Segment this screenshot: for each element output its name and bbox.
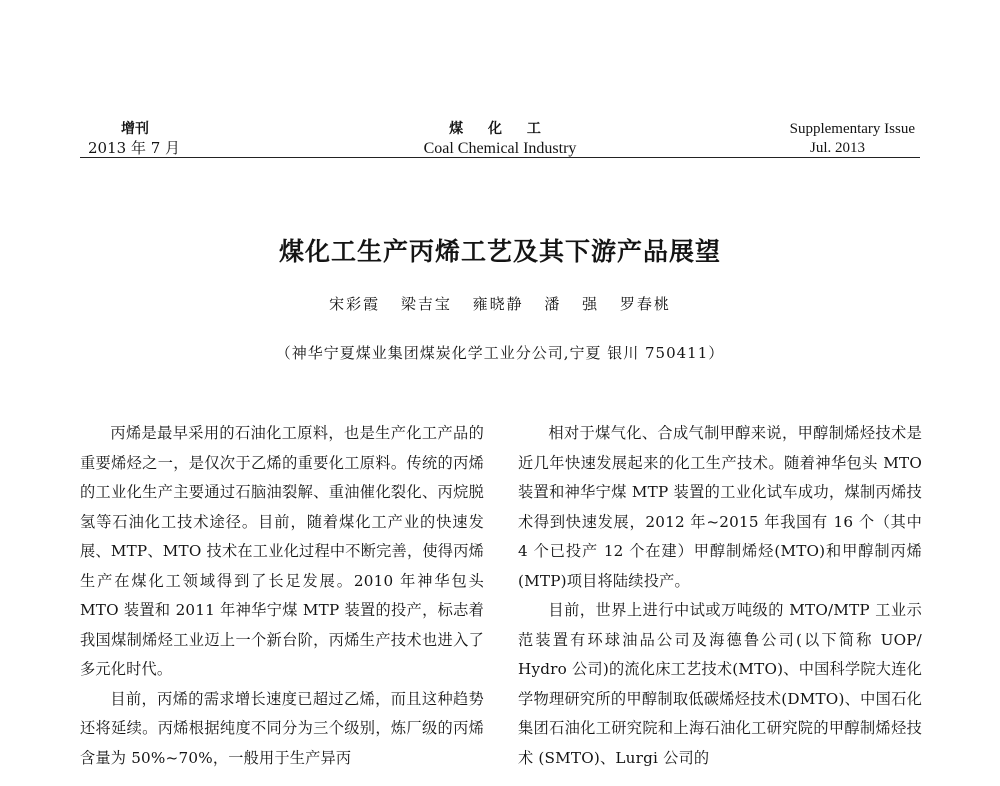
body-column-right: [518, 419, 922, 773]
header-left: [88, 120, 208, 158]
issue-label-cn: 增刊: [121, 121, 149, 137]
paragraph: 相对于煤气化、合成气制甲醇来说，甲醇制烯烃技术是近几年快速发展起来的化工生产技术。随着神华包头 MTO 装置和神华宁煤 MTP 装置的工业化试车成功，煤制丙烯技术得到快速发展，2012 年~2015 年我国有 16 个（其中 4 个已投产 12 个在建）甲醇制烯烃(MTO)和甲醇制丙烯(MTP)项目将陆续投产。: [518, 424, 922, 590]
article-title: 煤化工生产丙烯工艺及其下游产品展望: [278, 237, 721, 266]
paragraph: 丙烯是最早采用的石油化工原料，也是生产化工产品的重要烯烃之一，是仅次于乙烯的重要化工原料。传统的丙烯的工业化生产主要通过石脑油裂解、重油催化裂化、丙烷脱氢等石油化工技术途径。目前，随着煤化工产业的快速发展、MTP、MTO 技术在工业化过程中不断完善，使得丙烯生产在煤化工领域得到了长足发展。2010 年神华包头 MTO 装置和 2011 年神华宁煤 MTP 装置的投产，标志着我国煤制烯烃工业迈上一个新台阶，丙烯生产技术也进入了多元化时代。: [80, 424, 484, 678]
issue-date-en: Jul. 2013: [809, 140, 865, 156]
header-rule: [80, 157, 920, 158]
header-center: [380, 120, 620, 158]
journal-name-cn: 煤 化 工: [449, 121, 551, 137]
body-column-left: [80, 419, 484, 773]
journal-name-en: Coal Chemical Industry: [423, 140, 577, 157]
header-right: [720, 120, 915, 158]
author-affiliation: （神华宁夏煤业集团煤炭化学工业分公司,宁夏 银川 750411）: [275, 344, 725, 362]
issue-label-en: Supplementary Issue: [789, 121, 915, 137]
paragraph: 目前，世界上进行中试或万吨级的 MTO/MTP 工业示范装置有环球油品公司及海德鲁公司(以下简称 UOP/ Hydro 公司)的流化床工艺技术(MTO)、中国科学院大连化学物理研究所的甲醇制取低碳烯烃技术(DMTO)、中国石化集团石油化工研究院和上海石油化工研究院的甲醇制烯烃技术 (SMTO)、Lurgi 公司的: [518, 601, 922, 767]
issue-date-cn: 2013 年 7 月: [88, 139, 181, 157]
author-list: 宋彩霞 梁吉宝 雍晓静 潘 强 罗春桃: [329, 295, 671, 313]
paragraph: 目前，丙烯的需求增长速度已超过乙烯，而且这种趋势还将延续。丙烯根据纯度不同分为三个级别，炼厂级的丙烯含量为 50%~70%，一般用于生产异丙: [80, 689, 484, 767]
